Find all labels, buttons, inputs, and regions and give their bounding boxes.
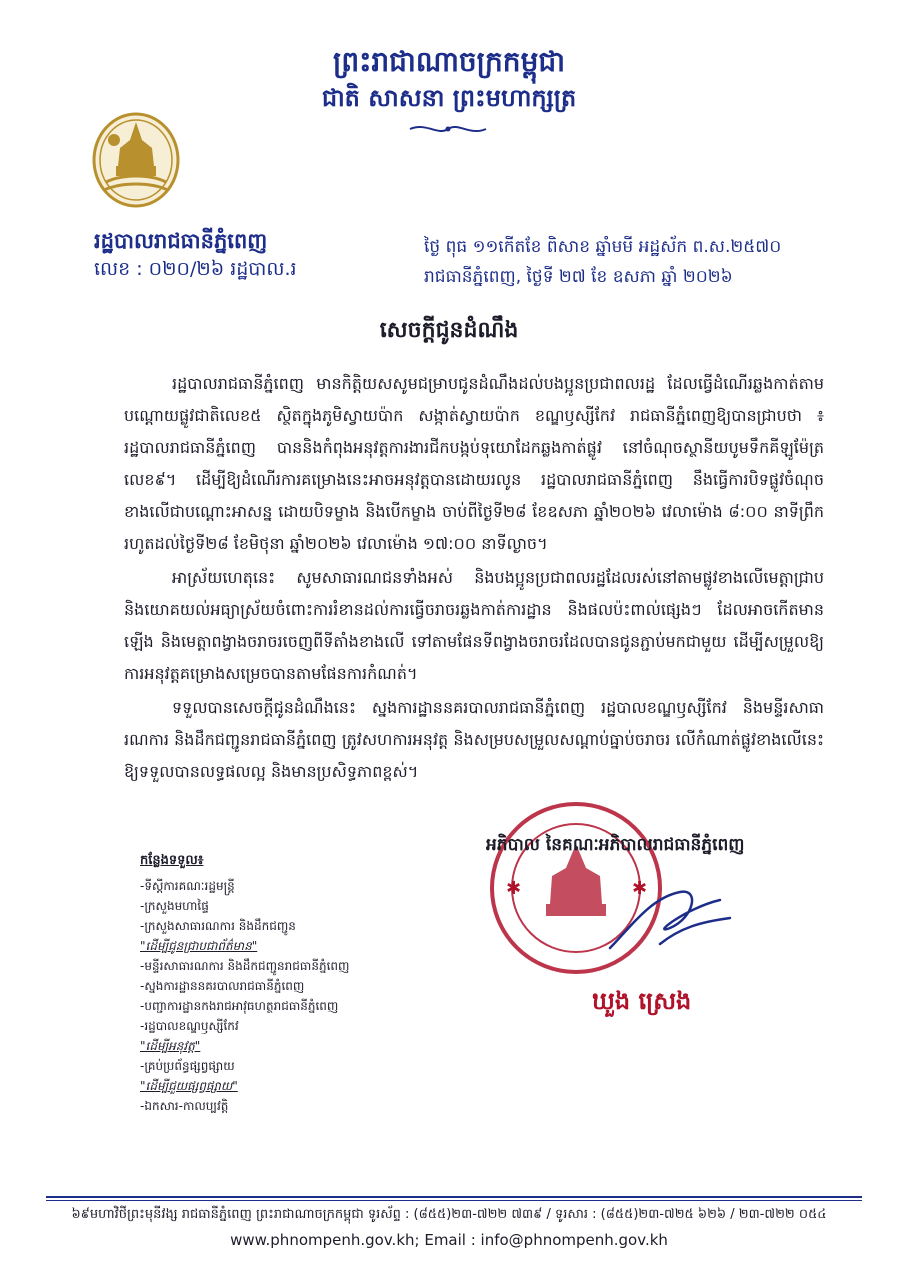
signer-title: អភិបាល នៃគណៈអភិបាលរាជធានីភ្នំពេញ (486, 835, 745, 855)
recipient-heading: "ដើម្បីជូនជ្រាបជាព័ត៌មាន" (140, 939, 258, 953)
handwritten-signature-icon (590, 878, 740, 958)
body-paragraph-3: ទទួលបានសេចក្តីជូនដំណឹងនេះ ស្នងការដ្ឋាននគរបាលរាជធានីភ្នំពេញ រដ្ឋបាលខណ្ឌឫស្សីកែវ និងមន្ទីរសាធារណការ និងដឹកជញ្ជូនរាជធានីភ្នំពេញ ត្រូវសហការអនុវត្ត និងសម្របសម្រួលសណ្តាប់ធ្នាប់ចរាចរ លើកំណាត់ផ្លូវខាងលើនេះឱ្យទទួលបានលទ្ធផលល្អ និងមានប្រសិទ្ធភាពខ្ពស់។ (124, 698, 824, 781)
sender-name: រដ្ឋបាលរាជធានីភ្នំពេញ (94, 229, 268, 253)
recipient-heading: "ដើម្បីអនុវត្ត" (140, 1039, 201, 1053)
solar-date: រាជធានីភ្នំពេញ, ថ្ងៃទី ២៧ ខែ ឧសភា ឆ្នាំ ២០២៦ (424, 267, 733, 287)
lunar-date: ថ្ងៃ ពុធ ១១កើតខែ ពិសាខ ឆ្នាំមមី អដ្ឋស័ក ព.ស.២៥៧០ (424, 237, 782, 257)
footer-contact: www.phnompenh.gov.kh; Email : info@phnompenh.gov.kh (230, 1231, 668, 1249)
recipient-item: -ស្នងការដ្ឋាននគរបាលរាជធានីភ្នំពេញ (140, 979, 305, 993)
city-emblem-icon (92, 108, 180, 208)
recipient-item: -មន្ទីរសាធារណការ និងដឹកជញ្ជូនរាជធានីភ្នំពេញ (140, 959, 350, 973)
kingdom-header: ព្រះរាជាណាចក្រកម្ពុជា (332, 45, 565, 78)
body-paragraph-2: អាស្រ័យហេតុនេះ សូមសាធារណជនទាំងអស់ និងបងប្អូនប្រជាពលរដ្ឋដែលរស់នៅតាមផ្លូវខាងលើមេត្តាជ្រាប និងយោគយល់អធ្យាស្រ័យចំពោះការរំខានដល់ការធ្វើចរាចរឆ្លងកាត់ការដ្ឋាន និងផលប៉ះពាល់ផ្សេងៗ ដែលអាចកើតមានឡើង និងមេត្តាពង្វាងចរាចរចេញពីទីតាំងខាងលើ ទៅតាមផែនទីពង្វាងចរាចរដែលបានជូនភ្ជាប់មកជាមួយ ដើម្បីសម្រួលឱ្យការអនុវត្តគម្រោងសម្រេចបានតាមផែនការកំណត់។ (124, 568, 824, 683)
recipient-item: -បញ្ជាការដ្ឋានកងរាជអាវុធហត្ថរាជធានីភ្នំពេញ (140, 999, 339, 1013)
footer-divider-thin (46, 1200, 862, 1201)
body-paragraph-1: រដ្ឋបាលរាជធានីភ្នំពេញ មានកិត្តិយសសូមជម្រាបជូនដំណឹងដល់បងប្អូនប្រជាពលរដ្ឋ ដែលធ្វើដំណើរឆ្លងកាត់តាមបណ្តោយផ្លូវជាតិលេខ៥ ស្ថិតក្នុងភូមិស្វាយប៉ាក សង្កាត់ស្វាយប៉ាក ខណ្ឌឫស្សីកែវ រាជធានីភ្នំពេញឱ្យបានជ្រាបថា ៖ រដ្ឋបាលរាជធានីភ្នំពេញ បាននិងកំពុងអនុវត្តការងារជីកបង្កប់ទុយោដែកឆ្លងកាត់ផ្លូវ នៅចំណុចស្ថានីយបូមទឹកគីឡូម៉ែត្រលេខ៩។ ដើម្បីឱ្យដំណើរការគម្រោងនេះអាចអនុវត្តបានដោយរលូន រដ្ឋបាលរាជធានីភ្នំពេញ នឹងធ្វើការបិទផ្លូវចំណុចខាងលើជាបណ្តោះអាសន្ន ដោយបិទម្ខាង និងបើកម្ខាង ចាប់ពីថ្ងៃទី២៨ ខែឧសភា ឆ្នាំ២០២៦ វេលាម៉ោង ៨:០០ នាទីព្រឹក រហូតដល់ថ្ងៃទី២៨ ខែមិថុនា ឆ្នាំ២០២៦ វេលាម៉ោង ១៧:០០ នាទីល្ងាច។ (124, 374, 824, 553)
recipient-item: -គ្រប់ប្រព័ន្ធផ្សព្វផ្សាយ (140, 1059, 235, 1073)
document-title: សេចក្តីជូនដំណឹង (379, 318, 519, 343)
recipients-title: កន្លែងទទួល៖ (140, 853, 204, 868)
recipient-item: -រដ្ឋបាលខណ្ឌឫស្សីកែវ (140, 1019, 239, 1033)
ornament-divider-icon (408, 122, 488, 136)
recipient-heading: "ដើម្បីជួយផ្សព្វផ្សាយ" (140, 1079, 238, 1093)
footer-address: ៦៩មហាវិថីព្រះមុនីវង្ស រាជធានីភ្នំពេញ ព្រះរាជាណាចក្រកម្ពុជា ទូរស័ព្ទ : (៨៥៥)២៣-៧២២ ៧៣៩ / ទូរសារ : (៨៥៥)២៣-៧២៥ ៦២៦ / ២៣-៧២២ ០៥៤ (71, 1207, 827, 1222)
signer-name: ឃួង ស្រេង (592, 987, 692, 1015)
svg-text:✱: ✱ (632, 878, 648, 899)
recipient-item: -ទីស្តីការគណៈរដ្ឋមន្ត្រី (140, 879, 235, 893)
motto-header: ជាតិ សាសនា ព្រះមហាក្សត្រ (321, 83, 577, 112)
recipient-item: -ក្រសួងមហាផ្ទៃ (140, 899, 209, 913)
recipient-item: -ឯកសារ-កាលប្បវត្តិ (140, 1099, 229, 1113)
recipient-item: -ក្រសួងសាធារណការ និងដឹកជញ្ជូន (140, 919, 296, 933)
footer-divider (46, 1196, 862, 1198)
reference-number: លេខ : ០២០/២៦ រដ្ឋបាល.រ (94, 258, 297, 280)
recipients-list (140, 876, 349, 1116)
svg-text:✱: ✱ (506, 878, 522, 899)
date-block (424, 232, 804, 292)
notice-body (124, 368, 824, 790)
